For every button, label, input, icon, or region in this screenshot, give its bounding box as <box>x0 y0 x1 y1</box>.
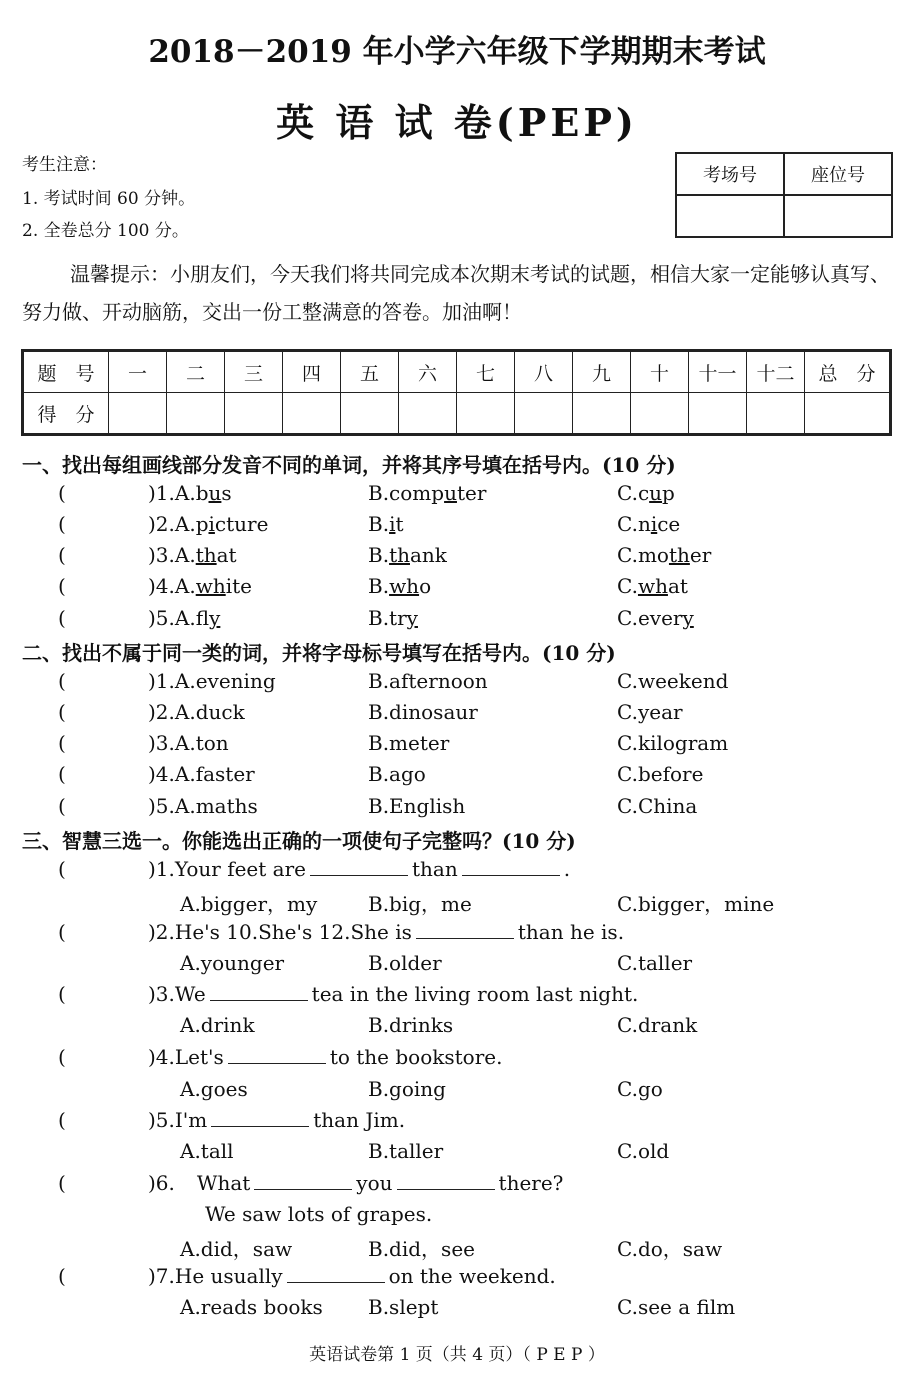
answer-blank[interactable] <box>210 982 308 1001</box>
answer-paren[interactable]: ( <box>58 481 66 505</box>
question-reply-line: We saw lots of grapes. <box>205 1202 433 1226</box>
answer-paren[interactable]: ( <box>58 1171 66 1195</box>
item-option-c: C.kilogram <box>617 731 729 755</box>
answer-blank[interactable] <box>416 920 514 939</box>
item-option-b: B.taller <box>368 1139 444 1163</box>
item-option-c: C.China <box>617 794 698 818</box>
item-option-b: B.dinosaur <box>368 700 478 724</box>
answer-paren[interactable]: ( <box>58 1045 66 1069</box>
score-header-cell: 四 <box>283 351 341 393</box>
item-option-a: )1.A.bus <box>148 481 232 505</box>
item-option-b: B.English <box>368 794 466 818</box>
score-table <box>21 349 892 436</box>
item-option-c: C.old <box>617 1139 670 1163</box>
section3-heading: 三、智慧三选一。你能选出正确的一项使句子完整吗？(10 分) <box>22 829 576 853</box>
score-header-cell: 二 <box>167 351 225 393</box>
item-option-a: )2.A.picture <box>148 512 269 536</box>
exam-title: 2018－2019 年小学六年级下学期期末考试 <box>148 34 766 70</box>
question-stem: )4.Let's to the bookstore. <box>148 1045 503 1069</box>
item-option-c: C.nice <box>617 512 681 536</box>
score-header-cell: 题 号 <box>23 351 109 393</box>
score-header-cell: 一 <box>109 351 167 393</box>
item-option-c: C.every <box>617 606 694 630</box>
score-cell[interactable] <box>747 393 805 435</box>
item-option-c: C.see a film <box>617 1295 736 1319</box>
score-cell[interactable] <box>457 393 515 435</box>
item-option-a: )4.A.white <box>148 574 252 598</box>
score-header-cell: 十 <box>631 351 689 393</box>
seat-box <box>675 152 893 238</box>
answer-blank[interactable] <box>254 1171 352 1190</box>
question-stem: )3.We tea in the living room last night. <box>148 982 639 1006</box>
score-cell[interactable] <box>225 393 283 435</box>
answer-paren[interactable]: ( <box>58 1108 66 1132</box>
section1-heading: 一、找出每组画线部分发音不同的单词，并将其序号填在括号内。(10 分) <box>22 453 676 477</box>
answer-paren[interactable]: ( <box>58 762 66 786</box>
exam-room-label: 考场号 <box>676 153 784 195</box>
question-stem: )1.Your feet are than . <box>148 857 571 881</box>
item-option-c: C.bigger，mine <box>617 892 775 916</box>
score-cell[interactable] <box>805 393 891 435</box>
score-cell[interactable] <box>399 393 457 435</box>
item-option-c: C.do，saw <box>617 1237 723 1261</box>
score-cell[interactable] <box>631 393 689 435</box>
note-item: 2. 全卷总分 100 分。 <box>22 221 189 241</box>
item-option-a: )2.A.duck <box>148 700 245 724</box>
seat-number-label: 座位号 <box>784 153 892 195</box>
answer-blank[interactable] <box>310 857 408 876</box>
answer-paren[interactable]: ( <box>58 700 66 724</box>
answer-blank[interactable] <box>228 1045 326 1064</box>
score-header-cell: 五 <box>341 351 399 393</box>
score-header-cell: 十一 <box>689 351 747 393</box>
score-cell[interactable] <box>689 393 747 435</box>
item-option-b: B.big，me <box>368 892 472 916</box>
score-cell[interactable] <box>341 393 399 435</box>
answer-blank[interactable] <box>287 1264 385 1283</box>
score-header-cell: 总 分 <box>805 351 891 393</box>
item-option-c: C.cup <box>617 481 675 505</box>
item-option-b: B.who <box>368 574 432 598</box>
answer-paren[interactable]: ( <box>58 543 66 567</box>
item-option-a: )3.A.ton <box>148 731 229 755</box>
question-stem: )6. What you there? <box>148 1171 564 1195</box>
item-option-c: C.taller <box>617 951 693 975</box>
answer-paren[interactable]: ( <box>58 606 66 630</box>
friendly-tip: 温馨提示：小朋友们，今天我们将共同完成本次期末考试的试题，相信大家一定能够认真写、努力做、开动脑筋，交出一份工整满意的答卷。加油啊！ <box>22 262 890 324</box>
score-header-cell: 九 <box>573 351 631 393</box>
seat-number-field[interactable] <box>784 195 892 237</box>
score-header-cell: 八 <box>515 351 573 393</box>
score-header-cell: 六 <box>399 351 457 393</box>
item-option-c: C.mother <box>617 543 712 567</box>
item-option-a: A.drink <box>180 1013 255 1037</box>
item-option-b: B.afternoon <box>368 669 488 693</box>
answer-paren[interactable]: ( <box>58 731 66 755</box>
answer-paren[interactable]: ( <box>58 794 66 818</box>
item-option-a: )3.A.that <box>148 543 237 567</box>
answer-blank[interactable] <box>397 1171 495 1190</box>
item-option-a: A.bigger，my <box>180 892 318 916</box>
item-option-c: C.go <box>617 1077 663 1101</box>
item-option-b: B.slept <box>368 1295 439 1319</box>
question-stem: )2.He's 10.She's 12.She is than he is. <box>148 920 625 944</box>
answer-blank[interactable] <box>462 857 560 876</box>
score-cell[interactable] <box>573 393 631 435</box>
answer-blank[interactable] <box>211 1108 309 1127</box>
item-option-b: B.meter <box>368 731 450 755</box>
item-option-a: )5.A.fly <box>148 606 221 630</box>
item-option-c: C.what <box>617 574 688 598</box>
item-option-a: )5.A.maths <box>148 794 258 818</box>
item-option-c: C.before <box>617 762 704 786</box>
item-option-a: A.did，saw <box>180 1237 293 1261</box>
answer-paren[interactable]: ( <box>58 669 66 693</box>
score-cell[interactable] <box>283 393 341 435</box>
item-option-c: C.year <box>617 700 683 724</box>
score-header-cell: 三 <box>225 351 283 393</box>
item-option-a: )1.A.evening <box>148 669 276 693</box>
item-option-b: B.did，see <box>368 1237 475 1261</box>
item-option-b: B.going <box>368 1077 446 1101</box>
answer-paren[interactable]: ( <box>58 857 66 881</box>
note-item: 1. 考试时间 60 分钟。 <box>22 189 196 209</box>
item-option-a: )4.A.faster <box>148 762 255 786</box>
question-stem: )5.I'm than Jim. <box>148 1108 406 1132</box>
item-option-b: B.it <box>368 512 404 536</box>
item-option-b: B.try <box>368 606 418 630</box>
item-option-a: A.tall <box>180 1139 234 1163</box>
score-cell[interactable] <box>515 393 573 435</box>
section2-heading: 二、找出不属于同一类的词，并将字母标号填写在括号内。(10 分) <box>22 641 616 665</box>
score-row-label: 得 分 <box>23 393 109 435</box>
exam-subtitle: 英 语 试 卷(PEP) <box>276 100 638 145</box>
score-header-cell: 十二 <box>747 351 805 393</box>
item-option-b: B.computer <box>368 481 487 505</box>
item-option-b: B.drinks <box>368 1013 454 1037</box>
answer-paren[interactable]: ( <box>58 920 66 944</box>
answer-paren[interactable]: ( <box>58 982 66 1006</box>
score-header-cell: 七 <box>457 351 515 393</box>
exam-room-field[interactable] <box>676 195 784 237</box>
score-cell[interactable] <box>109 393 167 435</box>
item-option-a: A.reads books <box>180 1295 323 1319</box>
answer-paren[interactable]: ( <box>58 574 66 598</box>
item-option-a: A.younger <box>180 951 285 975</box>
item-option-b: B.thank <box>368 543 447 567</box>
question-stem: )7.He usually on the weekend. <box>148 1264 556 1288</box>
item-option-c: C.weekend <box>617 669 729 693</box>
answer-paren[interactable]: ( <box>58 1264 66 1288</box>
answer-paren[interactable]: ( <box>58 512 66 536</box>
score-cell[interactable] <box>167 393 225 435</box>
page-footer: 英语试卷第 1 页（共 4 页）（ P E P ） <box>309 1345 605 1365</box>
item-option-b: B.older <box>368 951 442 975</box>
item-option-b: B.ago <box>368 762 426 786</box>
item-option-c: C.drank <box>617 1013 698 1037</box>
item-option-a: A.goes <box>180 1077 248 1101</box>
notes-heading: 考生注意： <box>22 155 107 175</box>
